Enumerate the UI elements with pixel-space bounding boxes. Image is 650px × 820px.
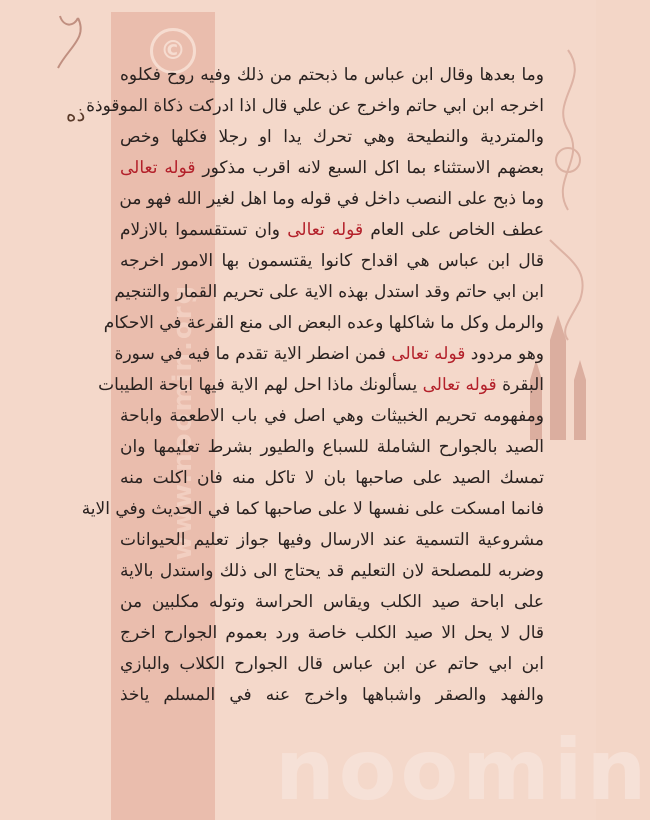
faded-floral-ornament: [540, 40, 596, 340]
line-text-continued: فمن اضطر الاية تقدم ما فيه في سورة: [114, 344, 386, 364]
text-line: [114, 339, 544, 370]
rubric-heading: قوله تعالى: [287, 220, 364, 240]
line-text: البقرة: [502, 375, 544, 395]
rubric-heading: قوله تعالى: [120, 158, 196, 178]
page-number: ذه: [66, 102, 86, 126]
line-text: ومفهومه تحريم الخبيثات وهي اصل في باب الاطعمة واباحة: [120, 406, 544, 426]
text-line: [120, 122, 544, 153]
line-text: ابن ابي حاتم وقد استدل بهذه الاية على تحريم القمار والتنجيم: [114, 282, 544, 302]
copyright-icon: ©: [150, 28, 196, 74]
text-line: [120, 60, 544, 91]
line-text: تمسك الصيد على صاحبها بان لا تاكل منه فان اكلت منه: [120, 468, 544, 488]
text-line: [120, 246, 544, 277]
text-line: [103, 308, 544, 339]
text-line: [120, 401, 544, 432]
line-text: وما بعدها وقال ابن عباس ما ذبحتم من ذلك وفيه روح فكلوه: [120, 65, 544, 85]
line-text: والرمل وكل ما شاكلها وعده البعض الى منع القرعة في الاحكام: [103, 313, 544, 333]
line-text: وما ذبح على النصب داخل في قوله وما اهل لغير الله فهو من: [119, 189, 544, 209]
text-line: [120, 649, 544, 680]
text-line: [120, 556, 544, 587]
text-line: [120, 525, 544, 556]
line-text: فانما امسكت على نفسها لا على صاحبها كما في الحديث وفي الاية: [81, 499, 544, 519]
text-line: [98, 370, 544, 401]
manuscript-text: [81, 60, 544, 711]
rubric-heading: قوله تعالى: [391, 344, 466, 364]
text-line: [120, 215, 544, 246]
line-text: والفهد والصقر واشباهها واخرج عنه في المسلم ياخذ: [120, 685, 544, 705]
vertical-watermark: www.noomin.org: [168, 283, 198, 560]
text-line: [120, 463, 544, 494]
line-text: عطف الخاص على العام: [370, 220, 544, 240]
line-text: على اباحة صيد الكلب ويقاس الحراسة وتوله مكلبين من: [120, 592, 544, 612]
text-line: [81, 494, 544, 525]
text-line: [120, 680, 544, 711]
line-text: اخرجه ابن ابي حاتم واخرج عن علي قال اذا ادركت ذكاة الموقوذة: [86, 96, 544, 116]
text-line: [120, 153, 544, 184]
margin-flourish-ornament: [48, 8, 108, 78]
line-text: قال ابن عباس هي اقداح كانوا يقتسمون بها الامور اخرجه: [120, 251, 544, 271]
noomin-watermark: noomin: [275, 721, 650, 819]
line-text: مشروعية التسمية عند الارسال وفيها جواز تعليم الحيوانات: [120, 530, 544, 550]
text-line: [114, 277, 544, 308]
line-text: بعضهم الاستثناء بما اكل السبع لانه اقرب مذكور: [202, 158, 544, 178]
rubric-heading: قوله تعالى: [422, 375, 497, 395]
text-line: [86, 91, 544, 122]
line-text: وضربه للمصلحة لان التعليم قد يحتاج الى ذلك واستدل بالاية: [120, 561, 544, 581]
line-text-continued: يسألونك ماذا احل لهم الاية فيها اباحة الطيبات: [98, 375, 418, 395]
line-text-continued: وان تستقسموا بالازلام: [120, 220, 280, 240]
line-text: والمتردية والنطيحة وهي تحرك يدا او رجلا فكلها وخص: [120, 127, 544, 147]
line-text: ابن ابي حاتم عن ابن عباس قال الجوارح الكلاب والبازي: [120, 654, 544, 674]
text-line: [120, 432, 544, 463]
text-line: [120, 587, 544, 618]
line-text: الصيد بالجوارح الشاملة للسباع والطيور بشرط تعليمها وان: [120, 437, 544, 457]
text-line: [120, 618, 544, 649]
line-text: قال لا يحل الا صيد الكلب خاصة ورد بعموم الجوارح اخرج: [120, 623, 544, 643]
text-line: [120, 184, 544, 215]
line-text: وهو مردود: [470, 344, 544, 364]
